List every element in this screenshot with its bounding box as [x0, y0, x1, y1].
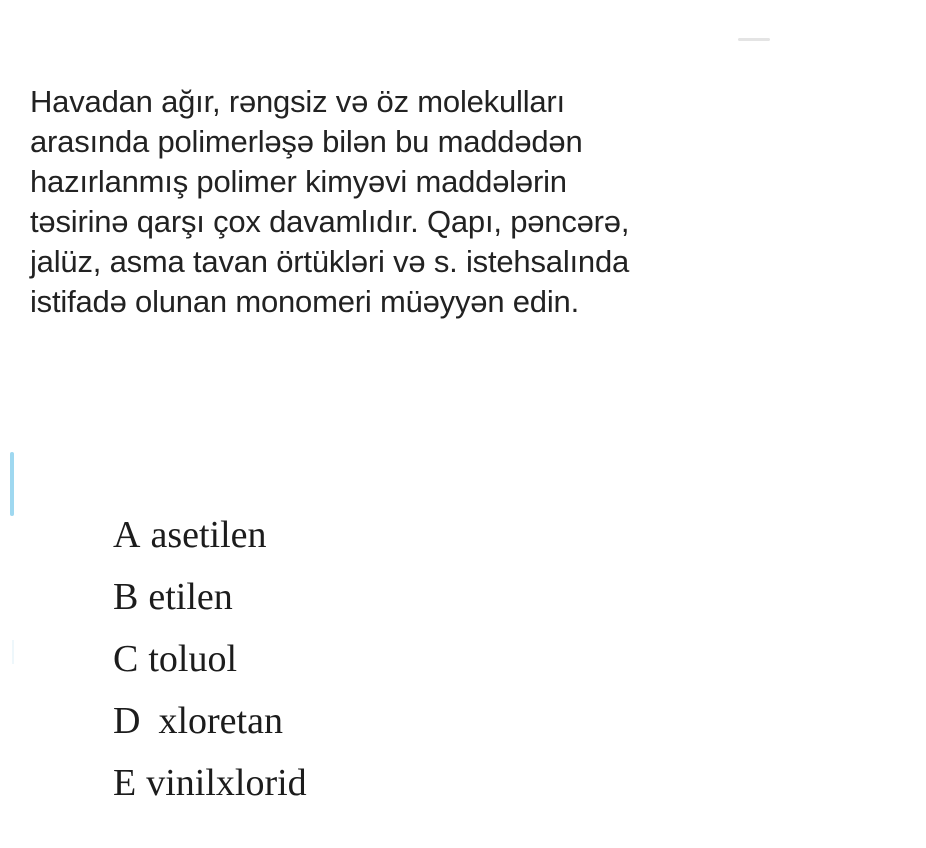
option-letter: D	[113, 700, 141, 742]
option-letter: B	[113, 576, 139, 618]
option-letter: A	[113, 514, 141, 556]
option-letter: C	[113, 638, 139, 680]
option-text: toluol	[148, 638, 238, 680]
option-text: etilen	[148, 576, 233, 618]
option-text: asetilen	[150, 514, 267, 556]
option-a[interactable]	[113, 504, 307, 566]
question-line: arasında polimerləşə bilən bu maddədən	[30, 124, 583, 159]
option-text: vinilxlorid	[146, 762, 307, 804]
question-line: hazırlanmış polimer kimyəvi maddələrin	[30, 164, 567, 199]
faint-marker	[12, 640, 14, 664]
question-text	[30, 82, 830, 322]
option-c[interactable]	[113, 628, 307, 690]
answer-options	[113, 504, 307, 814]
question-line: istifadə olunan monomeri müəyyən edin.	[30, 284, 579, 319]
question-line: Havadan ağır, rəngsiz və öz molekulları	[30, 84, 565, 119]
option-d[interactable]	[113, 690, 307, 752]
option-b[interactable]	[113, 566, 307, 628]
option-text: xloretan	[158, 700, 283, 742]
question-line: jalüz, asma tavan örtükləri və s. istehsalında	[30, 244, 630, 279]
option-letter: E	[113, 762, 137, 804]
selection-marker	[10, 452, 14, 516]
top-divider	[738, 38, 770, 41]
option-e[interactable]	[113, 752, 307, 814]
question-line: təsirinə qarşı çox davamlıdır. Qapı, pəncərə,	[30, 204, 630, 239]
